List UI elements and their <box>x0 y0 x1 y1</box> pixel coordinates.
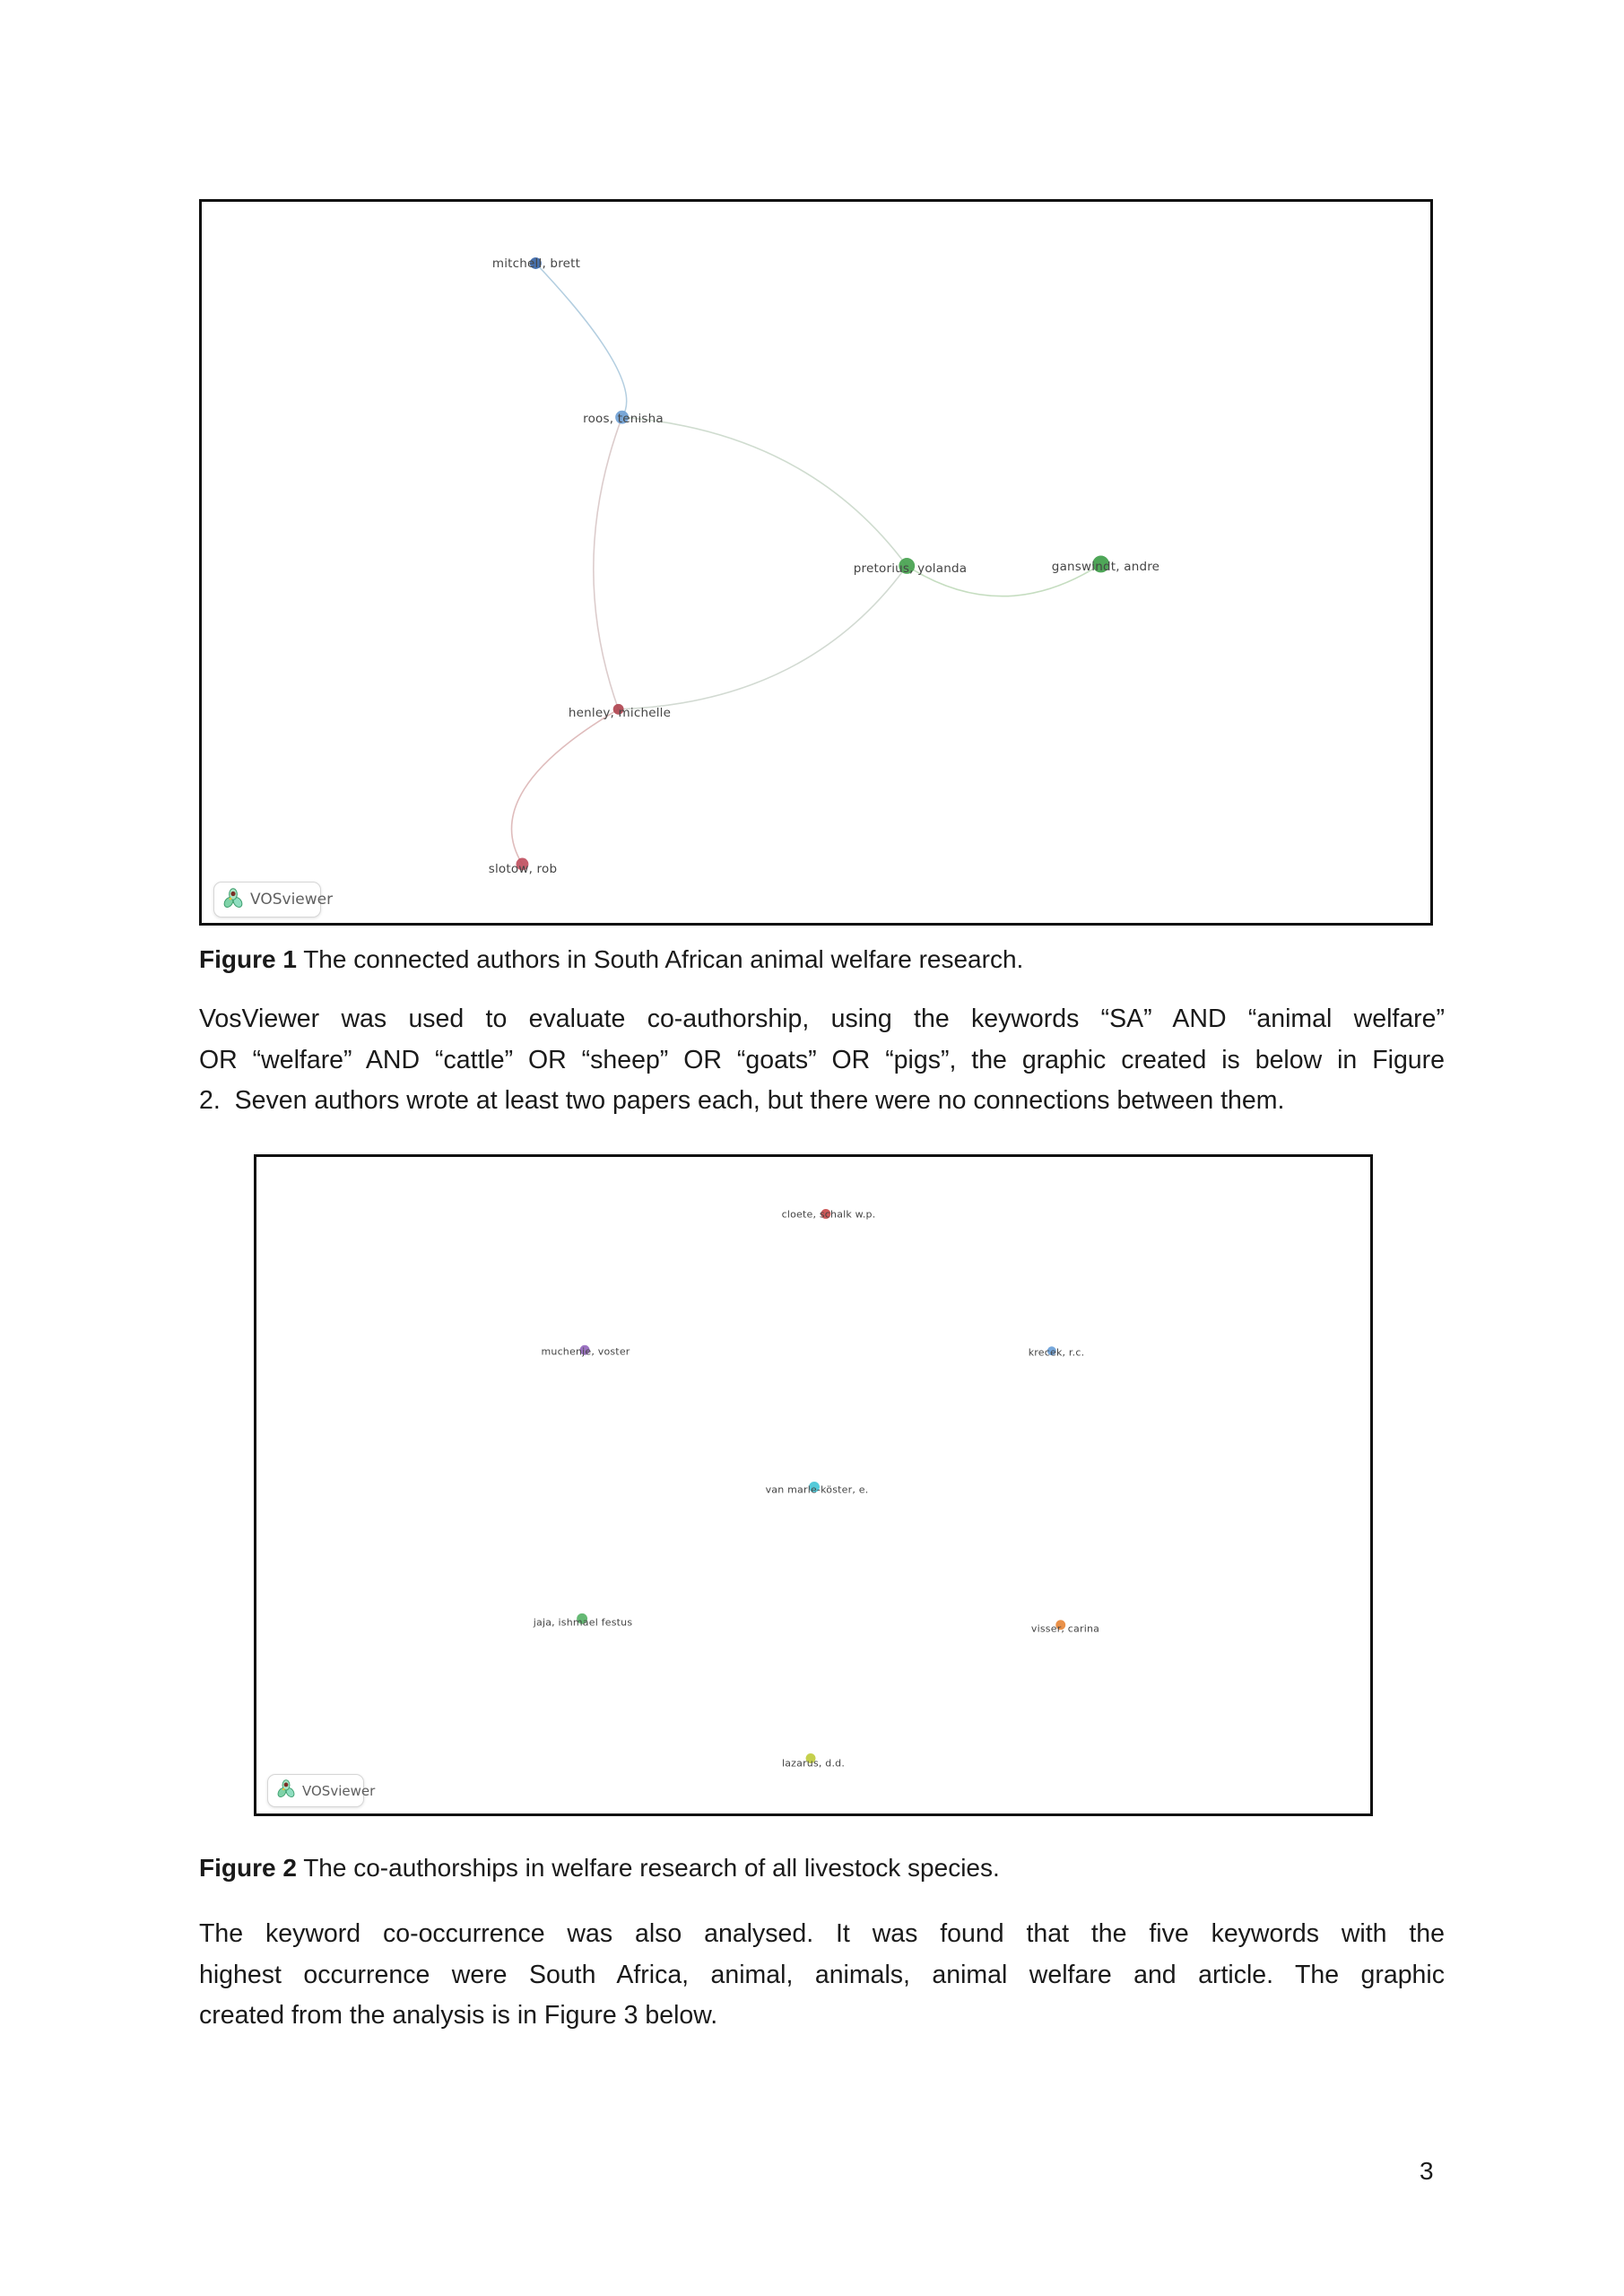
node-label-mitchell: mitchell, brett <box>491 257 581 271</box>
node-label-slotow: slotow, rob <box>488 862 558 876</box>
node-label-muchenje: muchenje, voster <box>541 1345 630 1358</box>
vosviewer-logo-icon <box>277 1779 295 1803</box>
node-label-vanmarle: van marle-köster, e. <box>765 1483 869 1496</box>
node-label-pretorius: pretorius, yolanda <box>853 561 968 576</box>
page-number: 3 <box>1420 2157 1434 2185</box>
figure1-caption-label: Figure 1 <box>199 945 297 973</box>
figure1-node-labels <box>202 202 1430 923</box>
node-label-henley: henley, michelle <box>568 706 672 720</box>
text-line: 2. Seven authors wrote at least two papers each, but there were no connections between them. <box>199 1086 1285 1115</box>
node-label-jaja: jaja, ishmael festus <box>533 1616 633 1629</box>
vosviewer-logo-label: VOSviewer <box>302 1782 376 1799</box>
figure1-caption <box>199 944 1445 975</box>
node-label-cloete: cloete, schalk w.p. <box>781 1208 876 1221</box>
node-label-visser: visser, carina <box>1030 1622 1100 1635</box>
vosviewer-logo-label: VOSviewer <box>250 891 334 909</box>
text-line: highest occurrence were South Africa, animal, animals, animal welfare and article. The graphic <box>199 1960 1445 1989</box>
paragraph-1 <box>199 999 1445 1122</box>
node-label-ganswindt: ganswindt, andre <box>1051 560 1160 574</box>
figure2-caption-text: The co-authorships in welfare research of all livestock species. <box>296 1854 1000 1882</box>
node-label-lazarus: lazarus, d.d. <box>781 1757 846 1770</box>
vosviewer-logo <box>213 882 334 918</box>
figure1-network-panel <box>199 199 1433 926</box>
node-label-krecek: krecek, r.c. <box>1028 1346 1085 1359</box>
figure2-caption-label: Figure 2 <box>199 1854 297 1882</box>
figure2-network-panel <box>254 1154 1373 1816</box>
vosviewer-logo <box>267 1774 376 1807</box>
vosviewer-logo-icon <box>223 887 243 913</box>
text-line: VosViewer was used to evaluate co-authorship, using the keywords “SA” AND “animal welfare” <box>199 1004 1445 1033</box>
figure2-caption <box>199 1853 1445 1883</box>
text-line: The keyword co-occurrence was also analysed. It was found that the five keywords with the <box>199 1919 1445 1948</box>
text-line: OR “welfare” AND “cattle” OR “sheep” OR “goats” OR “pigs”, the graphic created is below in Figure <box>199 1045 1445 1074</box>
node-label-roos: roos, tenisha <box>583 412 664 426</box>
figure1-caption-text: The connected authors in South African animal welfare research. <box>296 945 1024 973</box>
figure2-node-labels <box>256 1157 1370 1813</box>
paragraph-2 <box>199 1914 1445 2037</box>
text-line: created from the analysis is in Figure 3 below. <box>199 2001 718 2030</box>
